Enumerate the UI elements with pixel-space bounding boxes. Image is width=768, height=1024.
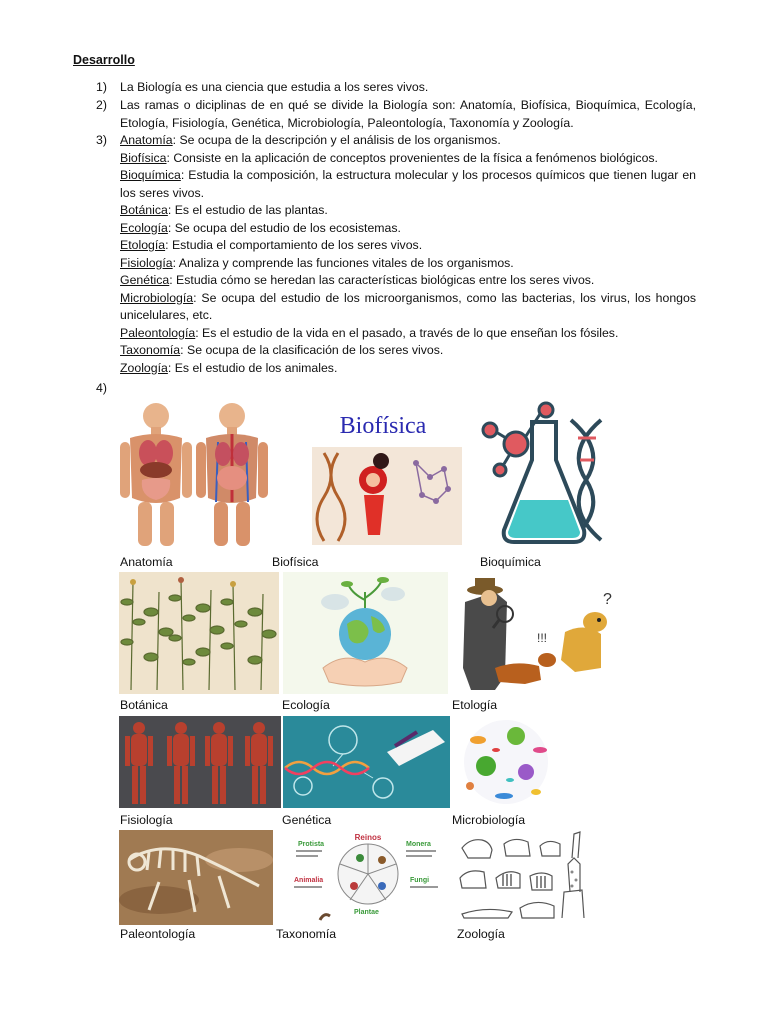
definition-text: : Es el estudio de las plantas. [167,203,328,217]
caption-microbiologia: Microbiología [452,813,526,827]
definition-genetica [120,272,696,290]
taxonomia-image [290,830,445,925]
taxonomia-fungi-text: Fungi [410,877,430,884]
definition-taxonomia [120,342,696,360]
caption-botanica: Botánica [120,698,168,712]
definition-text: : Consiste en la aplicación de conceptos provenientes de la física a fenómenos biológicos. [166,150,658,165]
bioquimica-image [476,400,626,548]
biofisica-image [298,405,468,548]
definitions-list [120,132,696,377]
term: Paleontología [120,325,196,340]
term: Etología [120,238,166,252]
item-number: 2) [96,98,107,112]
caption-zoologia: Zoología [457,927,505,941]
paleontologia-image [119,830,273,925]
caption-etologia: Etología [452,698,498,712]
definition-bioquimica [120,167,696,202]
definition-text: : Se ocupa del estudio de los ecosistemas. [167,220,401,235]
taxonomia-animalia-text: Animalia [294,877,324,884]
term: Ecología [120,220,168,235]
definition-ecologia [120,220,696,238]
definition-microbiologia [120,290,696,325]
term: Taxonomía [120,343,181,357]
botanica-image [119,572,279,694]
anatomia-image [118,398,272,548]
definition-zoologia [120,360,696,378]
definition-text: : Se ocupa del estudio de los microorganismos, como las bacterias, los virus, los hongos unicelulares, etc. [120,290,696,322]
caption-ecologia: Ecología [282,698,330,712]
term: Fisiología [120,255,173,270]
item-number: 4) [96,381,107,395]
term: Botánica [120,203,168,217]
caption-anatomia: Anatomía [120,555,173,569]
item-text: Las ramas o diciplinas de en qué se divide la Biología son: Anatomía, Biofísica, Bioquímica, Ecología, Etología, Fisiología, Genética, Microbiología, Paleontología, Taxonomía y Zoología. [120,98,696,130]
caption-taxonomia: Taxonomía [276,927,337,941]
zoologia-image [456,828,596,925]
caption-bioquimica: Bioquímica [480,555,541,569]
definition-biofisica [120,150,696,168]
svg-text:!!!: !!! [537,631,548,645]
section-heading: Desarrollo [73,53,135,67]
definition-botanica [120,202,696,220]
definition-text: : Se ocupa de la clasificación de los seres vivos. [180,343,444,357]
fisiologia-image [119,716,281,808]
taxonomia-plantae-text: Plantae [354,909,379,916]
taxonomia-reinos-text: Reinos [354,833,382,842]
definition-text: : Estudia la composición, la estructura molecular y los procesos químicos que tienen lugar en los seres vivos. [120,168,696,200]
taxonomia-protista-text: Protista [298,841,325,848]
svg-text:?: ? [603,591,612,608]
term: Microbiología [120,290,194,305]
item-number: 1) [96,80,107,94]
term: Genética [120,273,170,287]
etologia-image [455,572,615,694]
list-item-2 [96,97,696,132]
microbiologia-image [456,716,556,808]
caption-biofisica: Biofísica [272,555,319,569]
biofisica-title-text: Biofísica [339,413,427,439]
term: Biofísica [120,150,167,165]
definition-fisiologia [120,255,696,273]
caption-paleontologia: Paleontología [120,927,196,941]
caption-fisiologia: Fisiología [120,813,173,827]
caption-genetica: Genética [282,813,332,827]
genetica-image [283,716,450,808]
definition-text: : Es el estudio de la vida en el pasado, a través de lo que enseñan los fósiles. [195,325,619,340]
ecologia-image [283,572,448,694]
item-number: 3) [96,133,107,147]
definition-text: : Estudia el comportamiento de los seres vivos. [165,238,423,252]
list-item-1 [96,79,696,97]
definition-text: : Es el estudio de los animales. [167,360,338,375]
list-item-3 [96,132,696,377]
term: Zoología [120,360,168,375]
definition-paleontologia [120,325,696,343]
term: Anatomía [120,133,173,147]
definition-etologia [120,237,696,255]
definition-text: : Estudia cómo se heredan las características biológicas entre los seres vivos. [169,273,595,287]
definition-text: : Analiza y comprende las funciones vitales de los organismos. [172,255,514,270]
definition-anatomia [120,132,696,150]
taxonomia-monera-text: Monera [406,841,431,848]
item-text: La Biología es una ciencia que estudia a los seres vivos. [120,80,429,94]
term: Bioquímica [120,168,181,182]
definition-text: : Se ocupa de la descripción y el análisis de los organismos. [172,133,501,147]
